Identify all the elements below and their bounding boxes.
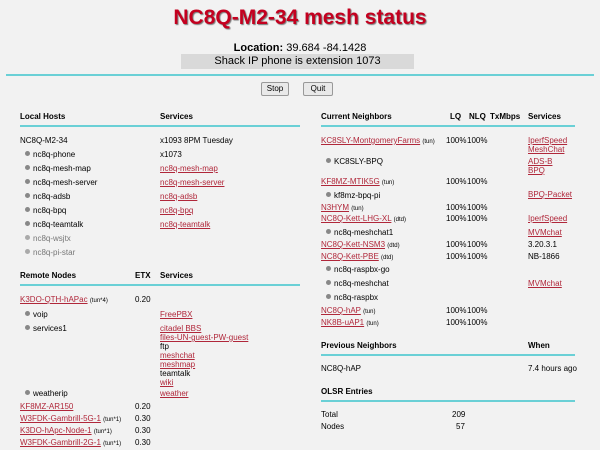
tunnel-label: (tun)	[366, 321, 379, 327]
neighbor-service-link[interactable]: IperfSpeed	[528, 136, 568, 145]
neighbor-lq: 100%	[446, 240, 467, 249]
neighbor-service-link[interactable]: BPQ	[528, 166, 545, 175]
host-bullet-icon	[25, 207, 30, 212]
remote-host-item: voip	[33, 310, 48, 319]
olsr-rule	[321, 400, 575, 402]
local-service-link[interactable]: nc8q-mesh-server	[160, 178, 225, 187]
host-bullet-icon	[25, 325, 30, 330]
neighbor-link[interactable]: NC8Q-hAP	[321, 306, 361, 315]
remote-node-row	[20, 295, 108, 304]
neighbor-lq: 100%	[446, 177, 467, 186]
neighbor-host-item: nc8q-meshchat	[334, 279, 389, 288]
local-host-primary: NC8Q-M2-34	[20, 136, 68, 145]
remote-node-link[interactable]: W3FDK-Gambrill-2G-1	[20, 438, 101, 447]
neighbor-service-link[interactable]: MVMchat	[528, 279, 562, 288]
remote-service-item: ftp	[160, 342, 169, 351]
local-hosts-rule	[20, 125, 300, 127]
neighbor-link[interactable]: KF8MZ-MTIK5G	[321, 177, 380, 186]
neighbor-service-link[interactable]: ADS-B	[528, 157, 553, 166]
neighbors-txmbps-header: TxMbps	[490, 112, 521, 121]
neighbors-nlq-header: NLQ	[469, 112, 486, 121]
tunnel-label: (dtd)	[387, 243, 400, 249]
olsr-header: OLSR Entries	[321, 387, 373, 396]
olsr-total-label: Total	[321, 410, 338, 419]
remote-node-etx: 0.30	[135, 426, 151, 435]
local-service-primary: x1093 8PM Tuesday	[160, 136, 233, 145]
neighbor-link[interactable]: NC8Q-Kett-LHG-XL	[321, 214, 392, 223]
local-service-link[interactable]: nc8q-bpq	[160, 206, 194, 215]
remote-node-link[interactable]: K3DO-hApc-Node-1	[20, 426, 92, 435]
neighbor-service-link[interactable]: BPQ-Packet	[528, 190, 573, 199]
remote-node-row	[20, 438, 121, 447]
tunnel-label: (tun*4)	[89, 298, 108, 304]
remote-node-etx: 0.30	[135, 414, 151, 423]
neighbor-row	[321, 177, 394, 186]
remote-nodes-header: Remote Nodes	[20, 271, 77, 280]
local-host-item: nc8q-mesh-map	[33, 164, 91, 173]
olsr-nodes-label: Nodes	[321, 422, 345, 431]
neighbors-lq-header: LQ	[450, 112, 462, 121]
host-bullet-icon	[25, 179, 30, 184]
remote-service-link[interactable]: citadel BBS	[160, 324, 202, 333]
neighbor-row	[321, 214, 406, 223]
remote-service-link[interactable]: FreePBX	[160, 310, 193, 319]
host-bullet-icon	[326, 280, 331, 285]
host-bullet-icon	[25, 311, 30, 316]
host-bullet-icon	[25, 151, 30, 156]
quit-button[interactable]: Quit	[303, 82, 333, 96]
neighbor-nlq: 100%	[467, 306, 488, 315]
neighbor-host-item: KC8SLY-BPQ	[334, 157, 383, 166]
neighbor-lq: 100%	[446, 318, 467, 327]
neighbors-header: Current Neighbors	[321, 112, 392, 121]
remote-nodes-rule	[20, 284, 300, 286]
local-host-item: nc8q-bpq	[33, 206, 67, 215]
remote-service-link[interactable]: meshmap	[160, 360, 196, 369]
tunnel-label: (tun)	[351, 206, 364, 212]
neighbor-nlq: 100%	[467, 177, 488, 186]
remote-node-link[interactable]: KF8MZ-AR150	[20, 402, 74, 411]
neighbor-lq: 100%	[446, 306, 467, 315]
neighbor-service-link[interactable]: MeshChat	[528, 145, 565, 154]
remote-services-header: Services	[160, 271, 193, 280]
local-hosts-header: Local Hosts	[20, 112, 66, 121]
location	[0, 42, 600, 54]
host-bullet-icon	[25, 235, 30, 240]
remote-service-link[interactable]: files-UN-guest-PW-guest	[160, 333, 249, 342]
local-host-item: nc8q-wsjtx	[33, 234, 71, 243]
previous-neighbors-rule	[321, 354, 575, 356]
neighbors-services-header: Services	[528, 112, 561, 121]
neighbor-link[interactable]: NC8Q-Kett-NSM3	[321, 240, 386, 249]
neighbor-lq: 100%	[446, 214, 467, 223]
neighbor-service-link[interactable]: IperfSpeed	[528, 214, 568, 223]
tunnel-label: (tun*1)	[93, 429, 112, 435]
neighbor-host-item: nc8q-raspbx-go	[334, 265, 390, 274]
neighbor-link[interactable]: NK8B-uAP1	[321, 318, 365, 327]
previous-neighbors-header: Previous Neighbors	[321, 341, 397, 350]
tunnel-label: (tun)	[381, 180, 395, 186]
remote-service-link[interactable]: weather	[160, 389, 189, 398]
previous-neighbor-when: 7.4 hours ago	[528, 364, 577, 373]
local-host-item: nc8q-adsb	[33, 192, 71, 201]
tunnel-label: (tun*1)	[103, 441, 122, 447]
neighbor-row	[321, 318, 379, 327]
local-host-item: nc8q-phone	[33, 150, 76, 159]
tunnel-label: (dtd)	[393, 217, 406, 223]
previous-when-header: When	[528, 341, 550, 350]
location-value: 39.684 -84.1428	[286, 42, 367, 54]
neighbor-lq: 100%	[446, 252, 467, 261]
neighbor-service-item: NB-1866	[528, 252, 560, 261]
neighbor-link[interactable]: N3HYM	[321, 203, 350, 212]
neighbor-row	[321, 306, 375, 315]
neighbor-host-item: nc8q-meshchat1	[334, 228, 394, 237]
neighbor-nlq: 100%	[467, 203, 488, 212]
neighbor-service-item: 3.20.3.1	[528, 240, 557, 249]
header-divider	[6, 74, 594, 76]
host-bullet-icon	[25, 165, 30, 170]
olsr-nodes-value: 57	[456, 422, 465, 431]
remote-node-link[interactable]: W3FDK-Gambrill-5G-1	[20, 414, 101, 423]
neighbor-host-item: nc8q-raspbx	[334, 293, 379, 302]
neighbor-service-link[interactable]: MVMchat	[528, 228, 562, 237]
host-bullet-icon	[25, 390, 30, 395]
neighbor-nlq: 100%	[467, 240, 488, 249]
neighbor-row	[321, 136, 435, 145]
neighbor-host-item: kf8mz-bpq-pi	[334, 191, 381, 200]
host-bullet-icon	[326, 229, 331, 234]
shack-note: Shack IP phone is extension 1073	[181, 54, 414, 69]
host-bullet-icon	[326, 158, 331, 163]
olsr-total-value: 209	[452, 410, 466, 419]
remote-node-link[interactable]: K3DO-QTH-hAPac	[20, 295, 88, 304]
remote-host-item: services1	[33, 324, 67, 333]
host-bullet-icon	[25, 249, 30, 254]
neighbors-rule	[321, 125, 575, 127]
remote-service-link[interactable]: wiki	[160, 378, 174, 387]
remote-node-row	[20, 402, 73, 411]
remote-service-link[interactable]: meshchat	[160, 351, 195, 360]
previous-neighbor-name: NC8Q-hAP	[321, 364, 362, 373]
tunnel-label: (dtd)	[381, 255, 394, 261]
local-service-item: x1073	[160, 150, 182, 159]
host-bullet-icon	[25, 193, 30, 198]
remote-etx-header: ETX	[135, 271, 151, 280]
remote-node-etx: 0.20	[135, 402, 151, 411]
host-bullet-icon	[326, 192, 331, 197]
neighbor-lq: 100%	[446, 136, 467, 145]
host-bullet-icon	[25, 221, 30, 226]
neighbor-link[interactable]: NC8Q-Kett-PBE	[321, 252, 379, 261]
neighbor-row	[321, 203, 364, 212]
remote-node-etx: 0.30	[135, 438, 151, 447]
neighbor-row	[321, 252, 393, 261]
location-label: Location:	[233, 42, 284, 54]
neighbor-lq: 100%	[446, 203, 467, 212]
page-title: NC8Q-M2-34 mesh status	[173, 6, 427, 29]
remote-host-item: weatherip	[33, 389, 68, 398]
remote-service-item: teamtalk	[160, 369, 191, 378]
tunnel-label: (tun*1)	[103, 417, 122, 423]
local-services-header: Services	[160, 112, 193, 121]
tunnel-label: (tun)	[363, 309, 376, 315]
host-bullet-icon	[326, 266, 331, 271]
local-service-link[interactable]: nc8q-mesh-map	[160, 164, 218, 173]
local-host-item: nc8q-pi-star	[33, 248, 76, 257]
local-host-item: nc8q-mesh-server	[33, 178, 98, 187]
local-service-link[interactable]: nc8q-adsb	[160, 192, 198, 201]
neighbor-nlq: 100%	[467, 136, 488, 145]
remote-node-row	[20, 426, 112, 435]
remote-node-row	[20, 414, 121, 423]
neighbor-nlq: 100%	[467, 252, 488, 261]
local-host-item: nc8q-teamtalk	[33, 220, 84, 229]
stop-button[interactable]: Stop	[261, 82, 289, 96]
neighbor-nlq: 100%	[467, 214, 488, 223]
local-service-link[interactable]: nc8q-teamtalk	[160, 220, 211, 229]
host-bullet-icon	[326, 294, 331, 299]
tunnel-label: (tun)	[422, 139, 435, 145]
neighbor-nlq: 100%	[467, 318, 488, 327]
remote-node-etx: 0.20	[135, 295, 151, 304]
neighbor-row	[321, 240, 400, 249]
neighbor-link[interactable]: KC8SLY-MontgomeryFarms	[321, 136, 421, 145]
